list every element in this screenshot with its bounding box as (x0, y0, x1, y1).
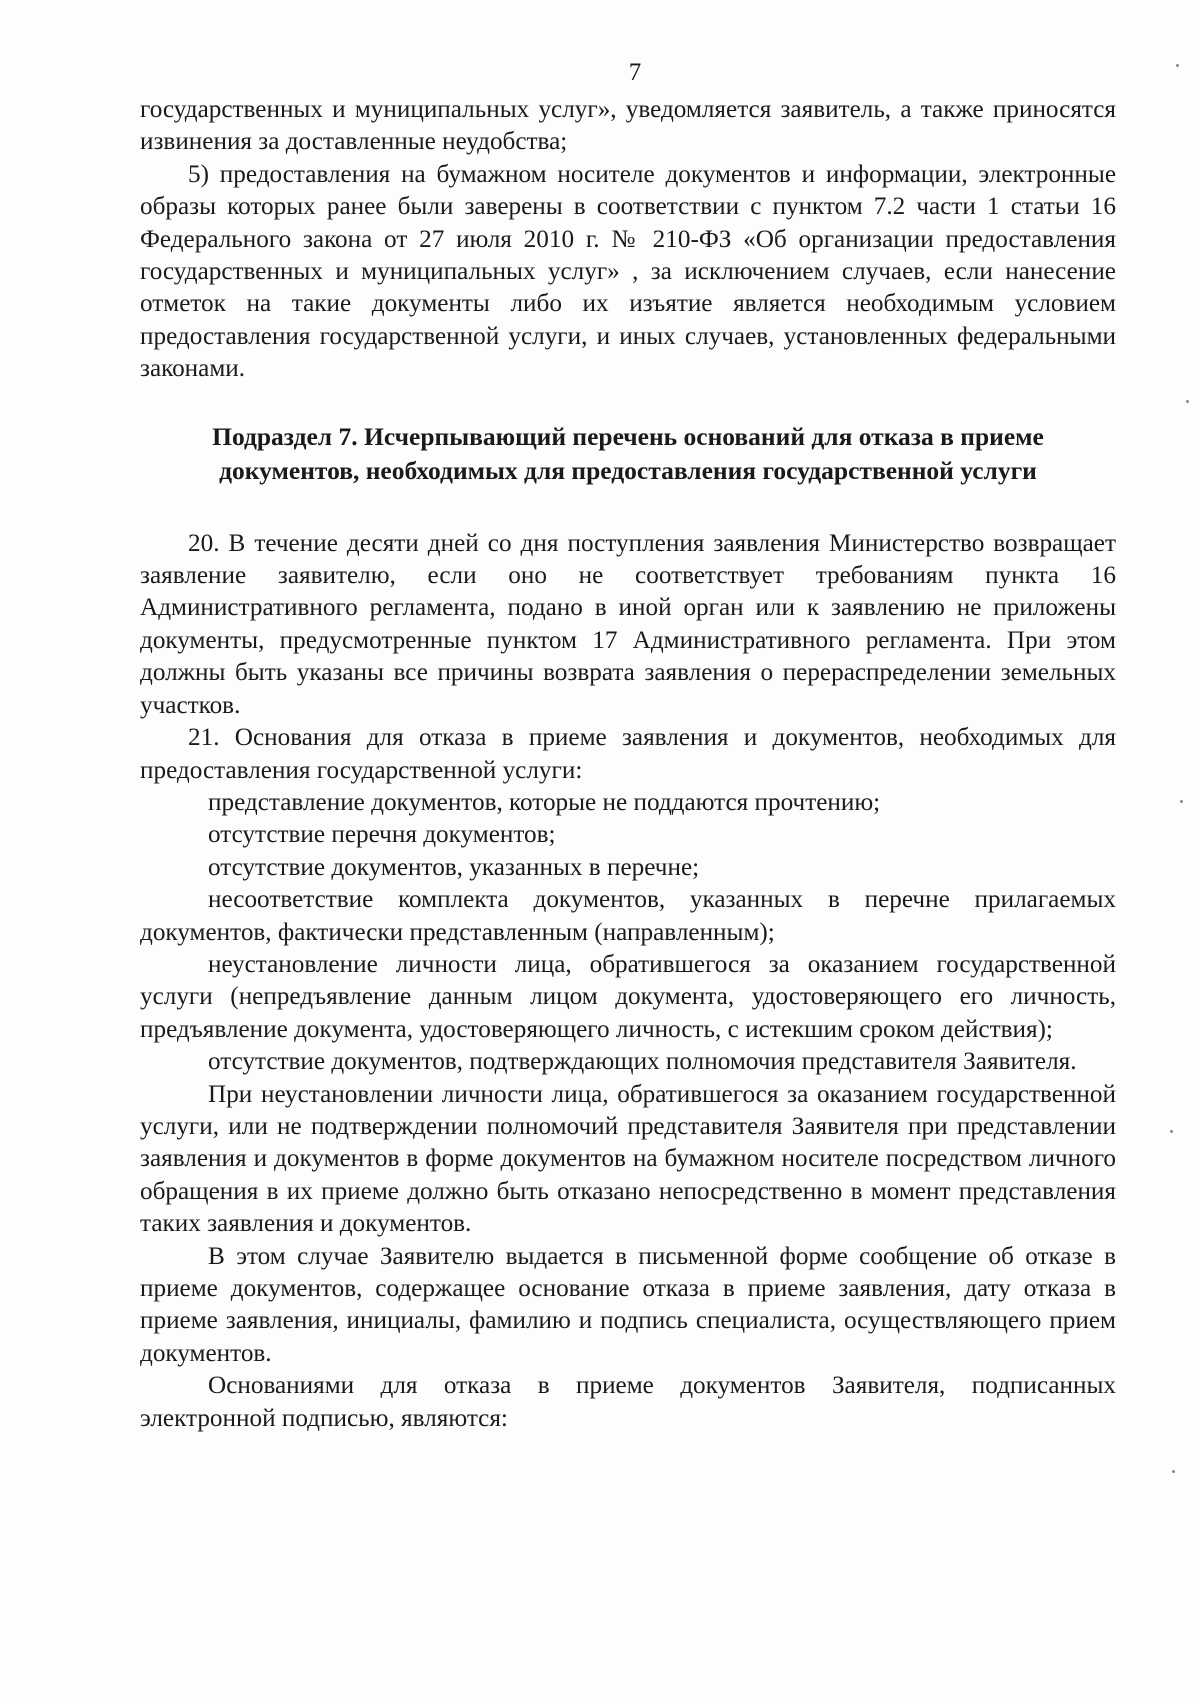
paragraph-clause-21: 21. Основания для отказа в приеме заявления и документов, необходимых для предоставления государственной услуги: (140, 724, 1116, 784)
list-item-mismatch: несоответствие комплекта документов, указанных в перечне прилагаемых документов, фактически представленным (направленным); (140, 886, 1116, 946)
list-item-no-list: отсутствие перечня документов; (208, 821, 556, 849)
paragraph-written-notice: В этом случае Заявителю выдается в письменной форме сообщение об отказе в приеме документов, содержащее основание отказа в приеме заявления, дату отказа в приеме заявления, инициалы, фамилию и подпись специалиста, осуществляющего прием документов. (140, 1242, 1116, 1367)
document-body (140, 94, 1116, 1435)
scan-speck (1180, 800, 1183, 803)
list-item-authority: отсутствие документов, подтверждающих полномочия представителя Заявителя. (208, 1048, 1077, 1076)
paragraph-clause-20: 20. В течение десяти дней со дня поступления заявления Министерство возвращает заявление заявителю, если оно не соответствует требованиям пункта 16 Административного регламента, подано в иной орган или к заявлению не приложены документы, предусмотренные пунктом 17 Административного регламента. При этом должны быть указаны все причины возврата заявления о перераспределении земельных участков. (140, 529, 1116, 719)
list-item-unreadable: представление документов, которые не поддаются прочтению; (208, 788, 881, 816)
page-number: 7 (628, 59, 642, 86)
scan-speck (1172, 1470, 1175, 1473)
list-item-identity: неустановление личности лица, обратившегося за оказанием государственной услуги (непредъявление данным лицом документа, удостоверяющего его личность, предъявление документа, удостоверяющего личность, с истекшим сроком действия); (140, 950, 1116, 1043)
paragraph-intro: государственных и муниципальных услуг», уведомляется заявитель, а также приносятся извинения за доставленные неудобства; (140, 96, 1116, 156)
scan-speck (1170, 1130, 1173, 1133)
scan-speck (1186, 400, 1189, 403)
paragraph-immediate-refusal: При неустановлении личности лица, обратившегося за оказанием государственной услуги, или не подтверждении полномочий представителя Заявителя при представлении заявления и документов в форме документов на бумажном носителе посредством личного обращения в их приеме должно быть отказано непосредственно в момент представления таких заявления и документов. (140, 1080, 1116, 1238)
section-heading: Подраздел 7. Исчерпывающий перечень оснований для отказа в приеме документов, необходимых для предоставления государственной услуги (212, 421, 1044, 485)
list-item-no-documents: отсутствие документов, указанных в перечне; (208, 853, 700, 881)
scan-speck (1176, 64, 1179, 67)
paragraph-electronic-signature: Основаниями для отказа в приеме документов Заявителя, подписанных электронной подписью, являются: (140, 1372, 1116, 1432)
paragraph-item-5: 5) предоставления на бумажном носителе документов и информации, электронные образы которых ранее были заверены в соответствии с пунктом 7.2 части 1 статьи 16 Федерального закона от 27 июля 2010 г. № 210-ФЗ «Об организации предоставления государственных и муниципальных услуг» , за исключением случаев, если нанесение отметок на такие документы либо их изъятие является необходимым условием предоставления государственной услуги, и иных случаев, установленных федеральными законами. (140, 160, 1116, 383)
